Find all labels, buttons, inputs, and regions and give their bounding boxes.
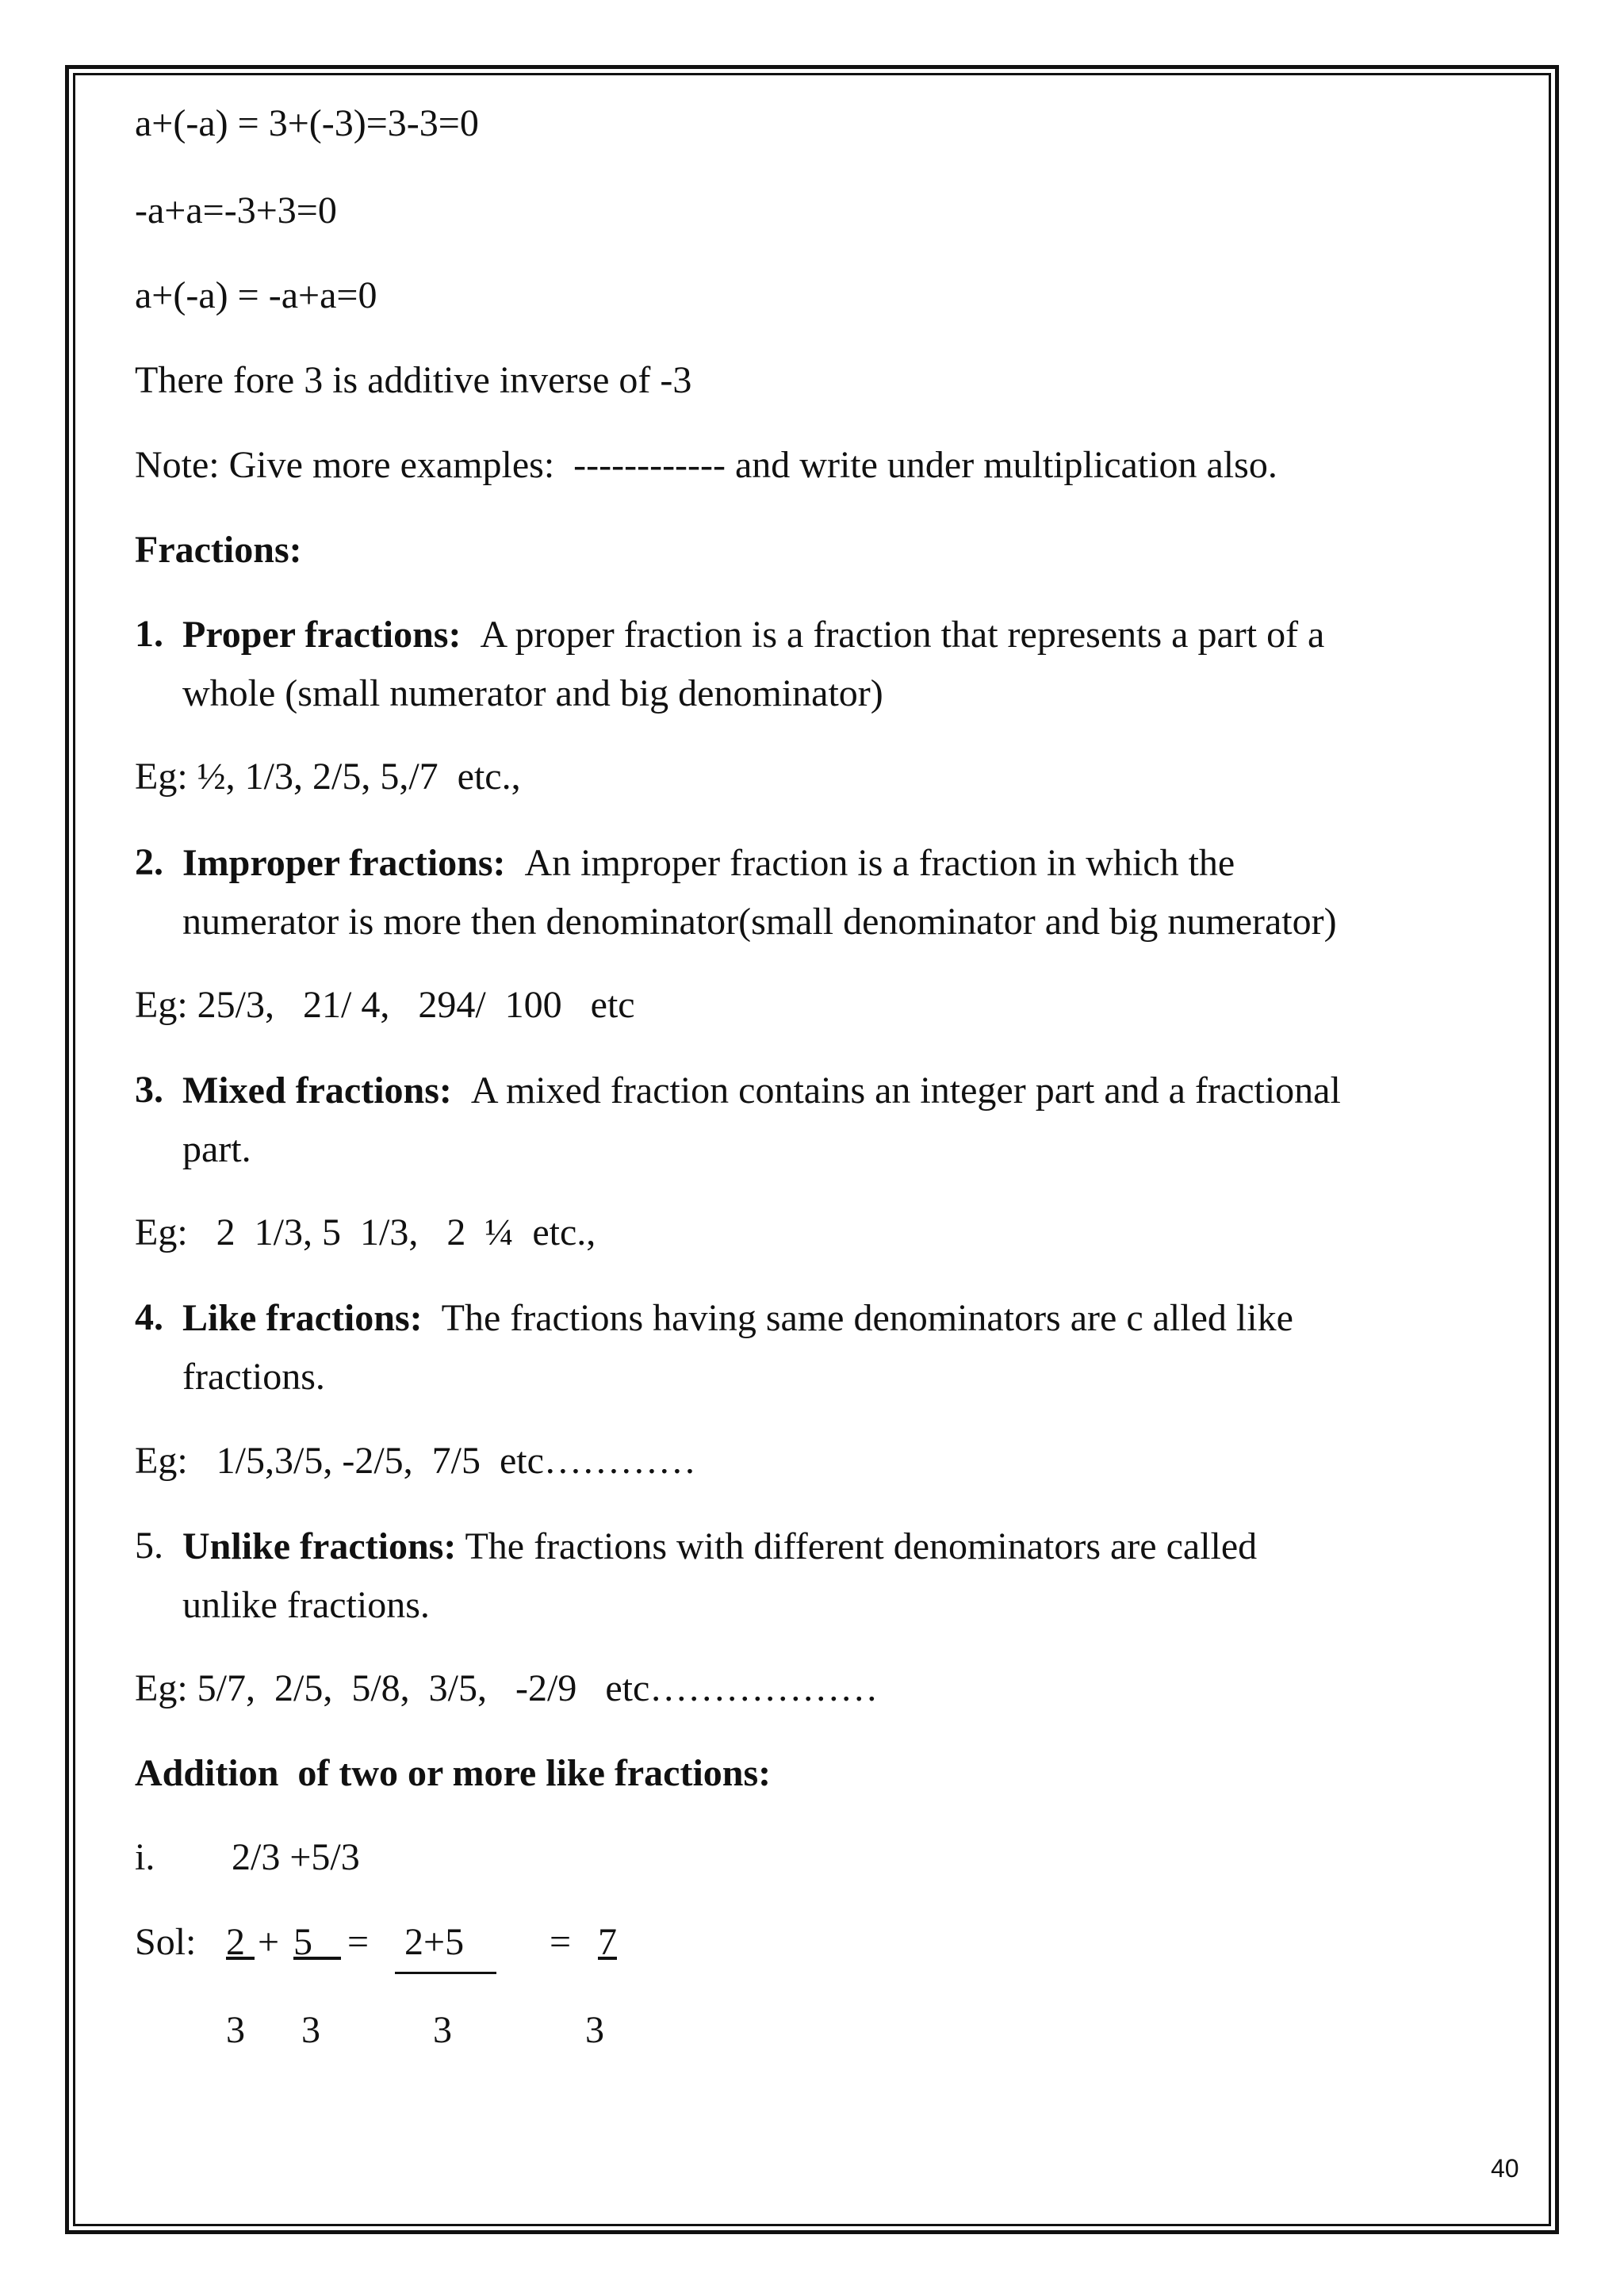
equals-sign-1: = (347, 1921, 370, 1963)
proper-fractions-definition (182, 606, 1530, 723)
like-fractions-example: Eg: 1/5,3/5, -2/5, 7/5 etc………… (135, 1440, 696, 1482)
improper-fractions-example: Eg: 25/3, 21/ 4, 294/ 100 etc (135, 984, 635, 1026)
item-number: 1. (135, 613, 163, 655)
solution-label: Sol: (135, 1921, 197, 1963)
item-title: Unlike fractions: (182, 1525, 457, 1567)
item-title: Improper fractions: (182, 842, 506, 884)
denominator-4: 3 (585, 2009, 604, 2051)
equation-line-1: a+(-a) = 3+(-3)=3-3=0 (135, 102, 479, 144)
unlike-fractions-example: Eg: 5/7, 2/5, 5/8, 3/5, -2/9 etc……………… (135, 1667, 879, 1709)
note-line: Note: Give more examples: ------------ and write under multiplication also. (135, 444, 1277, 486)
item-text: The fractions with different denominators are called (465, 1525, 1258, 1567)
result-numerator: 7 (598, 1921, 617, 1963)
fraction-bar (395, 1972, 496, 1974)
equation-line-2: -a+a=-3+3=0 (135, 189, 337, 232)
denominator-1: 3 (226, 2009, 245, 2051)
item-number: 3. (135, 1069, 163, 1111)
problem-expression: 2/3 +5/3 (232, 1836, 360, 1878)
mixed-fractions-example: Eg: 2 1/3, 5 1/3, 2 ¼ etc., (135, 1211, 596, 1253)
item-title: Mixed fractions: (182, 1070, 452, 1112)
improper-fractions-definition (182, 834, 1530, 951)
item-continuation: numerator is more then denominator(small denominator and big numerator) (182, 901, 1337, 943)
page-number: 40 (1491, 2154, 1519, 2183)
item-continuation: fractions. (182, 1356, 325, 1398)
item-title: Proper fractions: (182, 614, 462, 656)
plus-sign: + (258, 1921, 280, 1963)
fractions-heading: Fractions: (135, 529, 302, 571)
mixed-fractions-definition (182, 1062, 1530, 1179)
equation-line-3: a+(-a) = -a+a=0 (135, 274, 377, 316)
proper-fractions-example: Eg: ½, 1/3, 2/5, 5,/7 etc., (135, 756, 521, 798)
unlike-fractions-definition (182, 1517, 1530, 1635)
addition-heading: Addition of two or more like fractions: (135, 1752, 772, 1794)
item-continuation: whole (small numerator and big denominator) (182, 672, 883, 714)
denominator-3: 3 (433, 2009, 452, 2051)
numerator-2: 5 (293, 1921, 341, 1963)
item-text: An improper fraction is a fraction in which the (524, 842, 1235, 884)
item-continuation: unlike fractions. (182, 1584, 430, 1626)
additive-inverse-statement: There fore 3 is additive inverse of -3 (135, 359, 692, 401)
equals-sign-2: = (550, 1921, 572, 1963)
item-number: 5. (135, 1525, 163, 1567)
item-number: 4. (135, 1296, 163, 1338)
like-fractions-definition (182, 1289, 1530, 1406)
item-text: The fractions having same denominators are c alled like (441, 1297, 1293, 1339)
item-title: Like fractions: (182, 1297, 423, 1339)
item-continuation: part. (182, 1128, 251, 1170)
problem-number: i. (135, 1836, 155, 1878)
sum-numerator: 2+5 (404, 1921, 465, 1963)
item-text: A mixed fraction contains an integer part and a fractional (470, 1070, 1341, 1112)
denominator-2: 3 (301, 2009, 320, 2051)
item-text: A proper fraction is a fraction that represents a part of a (480, 614, 1325, 656)
numerator-1: 2 (226, 1921, 255, 1963)
item-number: 2. (135, 841, 163, 883)
